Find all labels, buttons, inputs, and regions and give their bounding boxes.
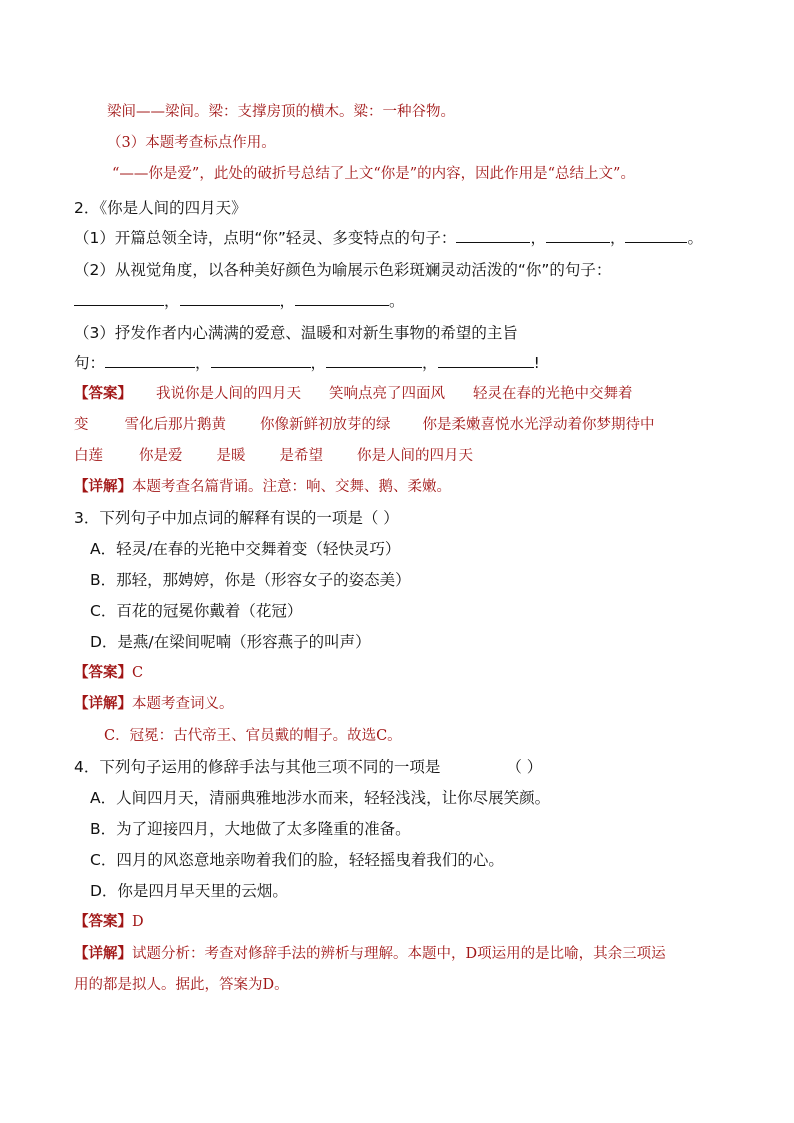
q3-option-b: B．那轻，那娉婷，你是（形容女子的姿态美） <box>90 571 411 589</box>
q2-blank-1[interactable] <box>456 228 530 243</box>
q2-answer-3-cont: 变 <box>74 417 89 433</box>
q2-answer-line-1 <box>74 383 633 405</box>
q4-option-c: C．四月的风恣意地亲吻着我们的脸，轻轻摇曳着我们的心。 <box>90 851 504 869</box>
q4-option-b: B．为了迎接四月，大地做了太多隆重的准备。 <box>90 820 411 838</box>
q2-comma: ， <box>422 354 438 372</box>
q3-answer-value: C <box>132 665 144 681</box>
q2-period: 。 <box>687 229 703 247</box>
q2-answer-7: 你是爱 <box>139 448 183 464</box>
q4-detail-2: 用的都是拟人。据此，答案为D。 <box>74 977 289 993</box>
answer-tag: 【答案】 <box>74 386 132 402</box>
q2-comma: ， <box>164 292 180 310</box>
q2-part-1-text: （1）开篇总领全诗，点明“你”轻灵、多变特点的句子： <box>74 229 457 247</box>
q2-blank-5[interactable] <box>180 291 280 306</box>
q2-answer-3: 轻灵在春的光艳中交舞着 <box>473 386 633 402</box>
q2-blank-2[interactable] <box>546 228 610 243</box>
q3-detail <box>74 693 234 715</box>
q4-detail-text: 试题分析：考查对修辞手法的辨析与理解。本题中，D项运用的是比喻，其余三项运 <box>132 946 666 962</box>
q2-blank-3[interactable] <box>625 228 687 243</box>
q3-option-c: C．百花的冠冕你戴着（花冠） <box>90 602 303 620</box>
detail-tag: 【详解】 <box>74 946 132 962</box>
q2-title: 2．《你是人间的四月天》 <box>74 199 247 217</box>
q2-part-2: （2）从视觉角度，以各种美好颜色为喻展示色彩斑斓灵动活泼的“你”的句子： <box>74 261 612 279</box>
q2-answer-1: 我说你是人间的四月天 <box>156 386 301 402</box>
q4-answer <box>74 911 144 933</box>
q2-part-3-blanks <box>74 352 540 374</box>
detail-tag: 【详解】 <box>74 696 132 712</box>
q2-part-1 <box>74 227 703 249</box>
prev-answer-line-2: （3）本题考查标点作用。 <box>107 135 276 151</box>
q4-title <box>74 756 542 778</box>
q3-answer <box>74 662 143 684</box>
q2-comma: ， <box>609 229 626 247</box>
q2-answer-6: 你是柔嫩喜悦水光浮动着你梦期待中 <box>422 417 655 433</box>
q2-answer-6-cont: 白莲 <box>74 448 103 464</box>
q2-part-3: （3）抒发作者内心满满的爱意、温暖和对新生事物的希望的主旨 <box>74 324 518 342</box>
q3-title: 3．下列句子中加点词的解释有误的一项是（ ） <box>74 509 399 527</box>
q2-detail <box>74 476 451 498</box>
q2-exclamation: ! <box>533 354 540 372</box>
q2-comma: ， <box>279 292 296 310</box>
q4-option-d: D．你是四月早天里的云烟。 <box>90 882 288 900</box>
answer-tag: 【答案】 <box>74 914 132 930</box>
answer-tag: 【答案】 <box>74 665 132 681</box>
q4-answer-paren: （ ） <box>506 758 543 776</box>
prev-answer-line-3: “——你是爱”，此处的破折号总结了上文“你是”的内容，因此作用是“总结上文”。 <box>112 166 635 182</box>
q2-blank-9[interactable] <box>326 353 422 368</box>
q2-part-2-blanks <box>74 290 405 312</box>
q2-comma: ， <box>310 354 327 372</box>
q2-blank-7[interactable] <box>105 353 195 368</box>
q2-detail-text: 本题考查名篇背诵。注意：响、交舞、鹅、柔嫩。 <box>132 479 451 495</box>
q2-answer-5: 你像新鲜初放芽的绿 <box>260 417 391 433</box>
q4-detail <box>74 943 666 965</box>
q2-answer-9: 是希望 <box>279 448 323 464</box>
q2-answer-line-3 <box>74 445 473 467</box>
q2-answer-2: 笑响点亮了四面风 <box>329 386 445 402</box>
q2-answer-4: 雪化后那片鹅黄 <box>124 417 226 433</box>
q3-detail-text: 本题考查词义。 <box>132 696 234 712</box>
q2-blank-8[interactable] <box>211 353 311 368</box>
q2-answer-10: 你是人间的四月天 <box>357 448 473 464</box>
q4-option-a: A．人间四月天，清丽典雅地涉水而来，轻轻浅浅，让你尽展笑颜。 <box>90 789 551 807</box>
q4-answer-value: D <box>132 914 144 930</box>
q2-blank-6[interactable] <box>295 291 389 306</box>
q2-comma: ， <box>530 229 546 247</box>
q2-comma: ， <box>195 354 211 372</box>
q3-option-d: D．是燕/在梁间呢喃（形容燕子的叫声） <box>90 633 371 651</box>
prev-answer-line-1: 梁间——梁间。梁：支撑房顶的横木。粱：一种谷物。 <box>107 104 455 120</box>
q2-blank-10[interactable] <box>438 353 534 368</box>
q3-detail-2: C．冠冕：古代帝王、官员戴的帽子。故选C。 <box>104 728 402 744</box>
q4-title-text: 4．下列句子运用的修辞手法与其他三项不同的一项是 <box>74 758 441 776</box>
q2-answer-line-2 <box>74 414 655 436</box>
q2-answer-8: 是暖 <box>216 448 246 464</box>
q2-period: 。 <box>389 292 405 310</box>
q2-blank-4[interactable] <box>74 291 164 306</box>
q2-part-3-label: 句： <box>74 354 106 372</box>
detail-tag: 【详解】 <box>74 479 132 495</box>
q3-option-a: A．轻灵/在春的光艳中交舞着变（轻快灵巧） <box>90 540 401 558</box>
